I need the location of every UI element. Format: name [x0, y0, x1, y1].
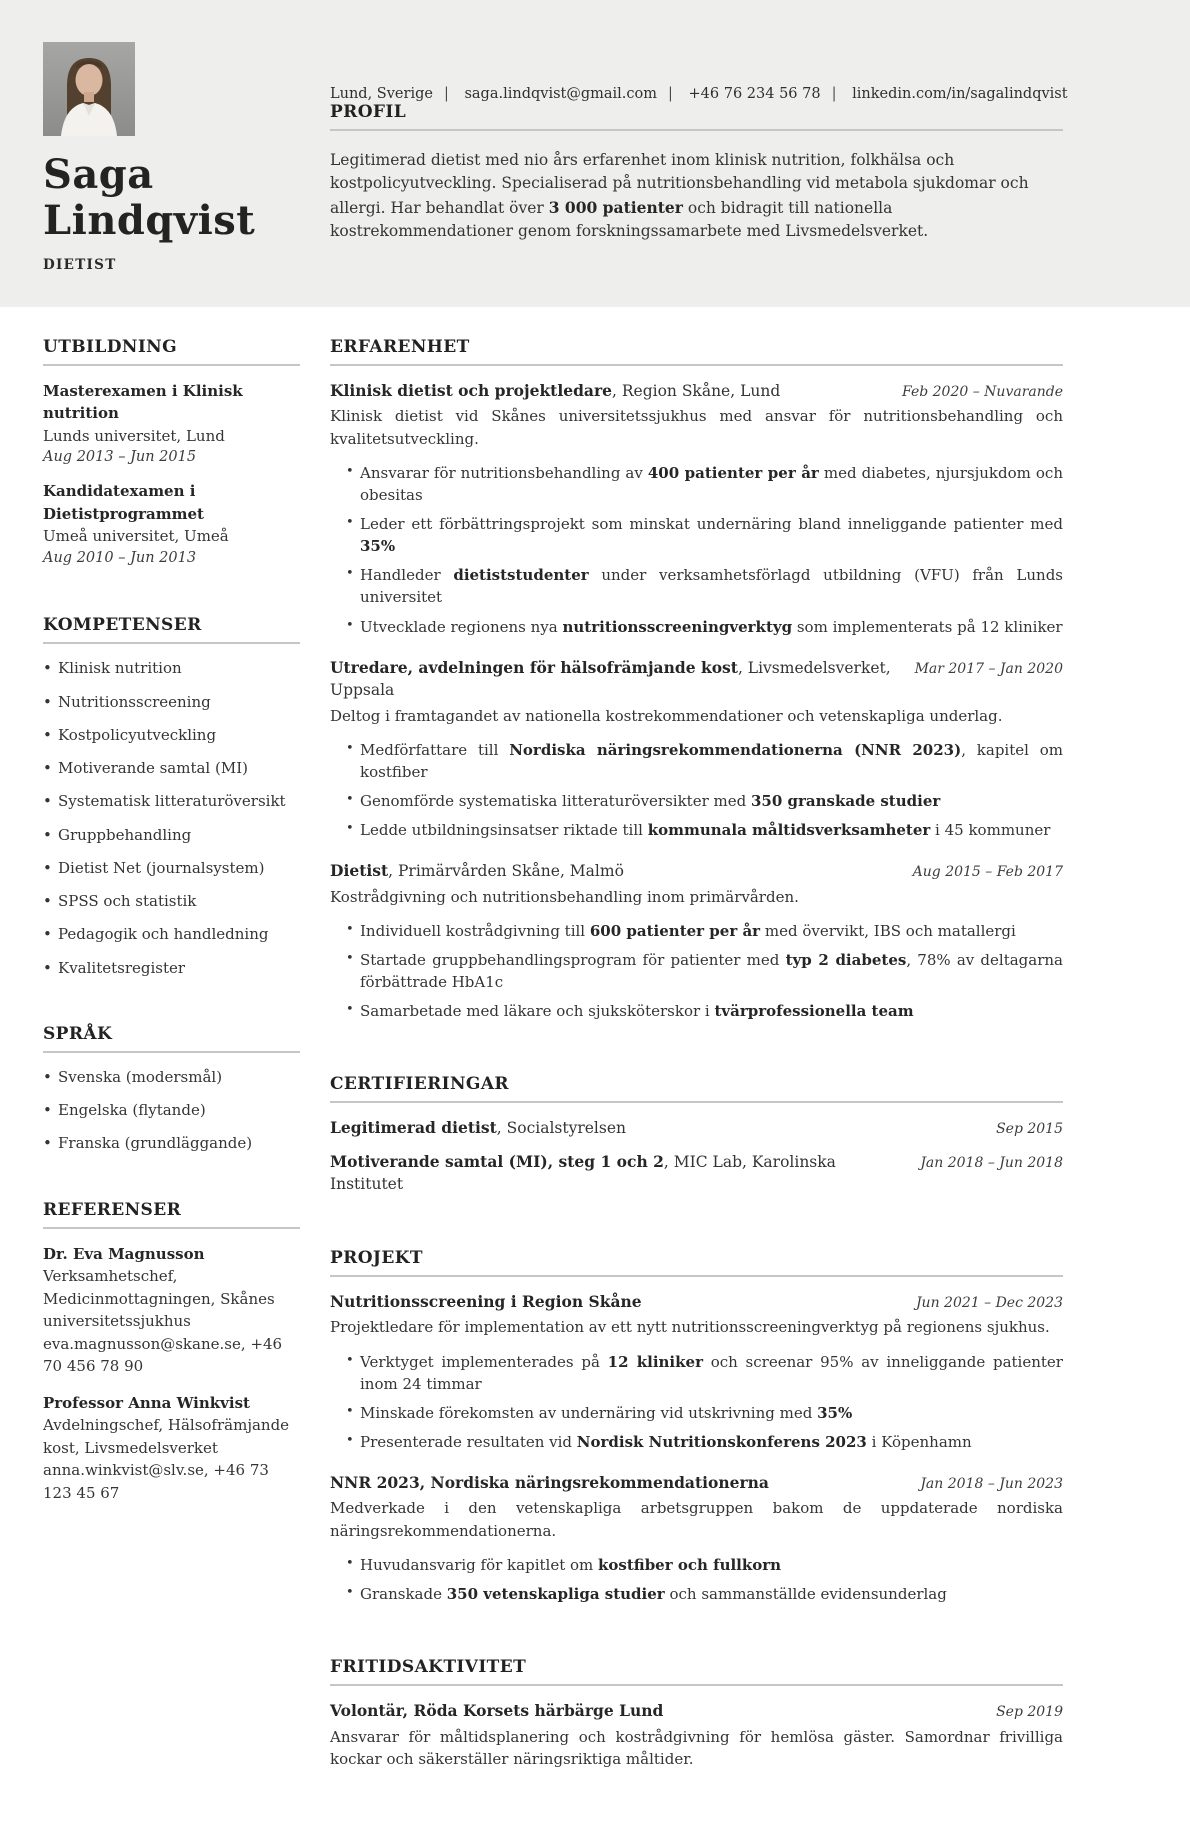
degree-title: Masterexamen i Klinisk nutrition [43, 381, 243, 423]
entry-description: Ansvarar för måltidsplanering och kostrådgivning för hemlösa gäster. Samordnar frivilliga kockar och säkerställer näringsriktiga måltider. [330, 1727, 1063, 1769]
entry-header [330, 1291, 1063, 1313]
achievement-item [330, 1402, 1063, 1424]
contact-item [464, 86, 683, 102]
date-range: Sep 2019 [996, 1704, 1063, 1721]
experience-list [330, 380, 1063, 1023]
reference-contact: eva.magnusson@skane.se, +46 70 456 78 90 [43, 1334, 283, 1376]
school-name: Lunds universitet, Lund [43, 426, 225, 445]
date-range: Jan 2018 – Jun 2023 [920, 1475, 1063, 1492]
achievement-text: Leder ett förbättringsprojekt som minskat undernäring bland inneliggande patienter med 35% [360, 515, 1063, 556]
list-item-text: Pedagogik och handledning [58, 925, 269, 944]
list-item [43, 924, 300, 944]
section-heading-sprak: SPRÅK [43, 1024, 300, 1053]
date-range: Sep 2015 [996, 1121, 1063, 1138]
entry-description: Deltog i framtagandet av nationella kostrekommendationer och vetenskapliga underlag. [330, 706, 1003, 725]
reference-role: Verksamhetschef, Medicinmottagningen, Skånes universitetssjukhus [43, 1267, 275, 1331]
date-range: Aug 2013 – Jun 2015 [43, 449, 197, 466]
education-entry [43, 480, 300, 569]
section-heading-profil: PROFIL [330, 102, 1063, 131]
contact-item-text: +46 76 234 56 78 [688, 86, 821, 102]
contact-item [852, 86, 1067, 102]
achievement-item [330, 1351, 1063, 1395]
contact-item [330, 86, 460, 102]
portrait-illustration [43, 42, 135, 136]
list-item [43, 958, 300, 978]
experience-entry [330, 1291, 1063, 1453]
contact-item-text: Lund, Sverige [330, 86, 433, 102]
contact-item-text: linkedin.com/in/sagalindqvist [852, 86, 1068, 102]
achievement-text: Ansvarar för nutritionsbehandling av 400 patienter per år med diabetes, njursjukdom och obesitas [360, 464, 1063, 505]
list-item [43, 891, 300, 911]
section-heading-kompetenser: KOMPETENSER [43, 615, 300, 644]
list-item [43, 858, 300, 878]
section-heading-utbildning: UTBILDNING [43, 337, 300, 366]
entry-title: Volontär, Röda Korsets härbärge Lund [330, 1701, 664, 1721]
profile-block [330, 42, 1068, 273]
list-item-text: Kostpolicyutveckling [58, 725, 217, 744]
list-item [43, 692, 300, 712]
achievement-item [330, 1000, 1063, 1022]
achievement-text: Presenterade resultaten vid Nordisk Nutritionskonferens 2023 i Köpenhamn [360, 1432, 972, 1451]
section-kompetenser [43, 615, 300, 978]
section-sprak [43, 1024, 300, 1154]
resume-body [0, 307, 1190, 1823]
list-item-text: Motiverande samtal (MI) [58, 759, 248, 778]
achievement-text: Verktyget implementerades på 12 kliniker och screenar 95% av inneliggande patienter inom 24 timmar [360, 1352, 1063, 1393]
date-range: Jun 2021 – Dec 2023 [915, 1294, 1063, 1311]
section-utbildning [43, 337, 300, 570]
identity-block [43, 42, 294, 273]
list-item [43, 791, 300, 811]
list-item-text: Engelska (flytande) [58, 1101, 206, 1120]
section-heading-certifieringar: CERTIFIERINGAR [330, 1074, 1063, 1103]
entry-title: Motiverande samtal (MI), steg 1 och 2, MIC Lab, Karolinska Institutet [330, 1151, 836, 1194]
achievement-item [330, 1554, 1063, 1576]
achievement-item [330, 513, 1063, 557]
school-name: Umeå universitet, Umeå [43, 527, 229, 546]
entry-description: Projektledare för implementation av ett nytt nutritionsscreeningverktyg på regionens sjukhus. [330, 1318, 1050, 1337]
section-certifieringar [330, 1074, 1063, 1195]
section-referenser [43, 1200, 300, 1505]
references-list [43, 1243, 300, 1505]
profile-summary: Legitimerad dietist med nio års erfarenhet inom klinisk nutrition, folkhälsa och kostpolicyutveckling. Specialiserad på nutritionsbehandling vid metabola sjukdomar och allergi. Har behandlat över 3 000 patienter och bidragit till nationella kostrekommendationer genom forskningssamarbete med Livsmedelsverket. [330, 151, 1029, 240]
entry-description: Klinisk dietist vid Skånes universitetssjukhus med ansvar för nutritionsbehandling och kvalitetsutveckling. [330, 407, 1063, 448]
section-heading-erfarenhet: ERFARENHET [330, 337, 1063, 366]
achievement-text: Medförfattare till Nordiska näringsrekommendationerna (NNR 2023), kapitel om kostfiber [360, 741, 1064, 782]
projects-list [330, 1291, 1063, 1606]
achievement-item [330, 790, 1063, 812]
reference-entry [43, 1243, 300, 1378]
reference-contact: anna.winkvist@slv.se, +46 73 123 45 67 [43, 1461, 269, 1502]
entry-title: Dietist, Primärvården Skåne, Malmö [330, 861, 624, 881]
entry-header [330, 1700, 1063, 1722]
entry-title: NNR 2023, Nordiska näringsrekommendationerna [330, 1472, 769, 1492]
achievement-list [330, 739, 1063, 841]
achievement-item [330, 1583, 1063, 1605]
list-item-text: Gruppbehandling [58, 825, 192, 844]
experience-entry [330, 380, 1063, 638]
main-column [330, 337, 1063, 1823]
entry-header [330, 860, 1063, 882]
date-range: Jan 2018 – Jun 2018 [920, 1154, 1063, 1171]
entry-title: Klinisk dietist och projektledare, Region Skåne, Lund [330, 380, 781, 400]
certification-entry [330, 1151, 1063, 1196]
list-item-text: Klinisk nutrition [58, 659, 182, 678]
entry-header [330, 657, 1063, 702]
list-item [43, 1133, 300, 1153]
languages-list [43, 1067, 300, 1154]
entry-header [330, 1472, 1063, 1494]
achievement-item [330, 462, 1063, 506]
job-title: DIETIST [43, 256, 117, 273]
sidebar [43, 337, 300, 1823]
achievement-item [330, 739, 1063, 783]
entry-title: Legitimerad dietist, Socialstyrelsen [330, 1118, 626, 1138]
list-item-text: Svenska (modersmål) [58, 1067, 223, 1086]
degree-title: Kandidatexamen i Dietistprogrammet [43, 482, 204, 523]
achievement-text: Granskade 350 vetenskapliga studier och sammanställde evidensunderlag [360, 1585, 947, 1604]
achievement-list [330, 1351, 1063, 1453]
reference-name: Dr. Eva Magnusson [43, 1244, 205, 1263]
list-item [43, 1067, 300, 1087]
achievement-text: Startade gruppbehandlingsprogram för patienter med typ 2 diabetes, 78% av deltagarna förbättrade HbA1c [360, 951, 1063, 992]
achievement-text: Utvecklade regionens nya nutritionsscreeningverktyg som implementerats på 12 kliniker [360, 617, 1063, 636]
date-range: Mar 2017 – Jan 2020 [914, 660, 1063, 677]
achievement-text: Genomförde systematiska litteraturöversikter med 350 granskade studier [360, 792, 941, 811]
list-item [43, 1100, 300, 1120]
entry-description: Kostrådgivning och nutritionsbehandling inom primärvården. [330, 887, 799, 906]
achievement-text: Ledde utbildningsinsatser riktade till kommunala måltidsverksamheter i 45 kommuner [360, 821, 1051, 840]
achievement-item [330, 819, 1063, 841]
education-entry [43, 380, 300, 469]
achievement-item [330, 920, 1063, 942]
date-range: Feb 2020 – Nuvarande [902, 383, 1063, 400]
experience-entry [330, 860, 1063, 1022]
profile-photo [43, 42, 135, 136]
reference-role: Avdelningschef, Hälsofrämjande kost, Livsmedelsverket [43, 1416, 290, 1457]
list-item-text: SPSS och statistik [58, 892, 197, 911]
entry-title: Nutritionsscreening i Region Skåne [330, 1291, 642, 1311]
experience-entry [330, 657, 1063, 842]
activities-list [330, 1700, 1063, 1770]
achievement-list [330, 1554, 1063, 1605]
contact-separator: | [831, 86, 837, 102]
section-heading-projekt: PROJEKT [330, 1248, 1063, 1277]
list-item-text: Nutritionsscreening [58, 692, 211, 711]
achievement-list [330, 462, 1063, 637]
achievement-list [330, 920, 1063, 1022]
date-range: Aug 2010 – Jun 2013 [43, 549, 197, 566]
section-heading-fritidsaktivitet: FRITIDSAKTIVITET [330, 1657, 1063, 1686]
achievement-item [330, 564, 1063, 608]
achievement-item [330, 949, 1063, 993]
certification-entry [330, 1117, 1063, 1139]
education-list [43, 380, 300, 570]
list-item-text: Systematisk litteraturöversikt [58, 792, 286, 811]
list-item [43, 725, 300, 745]
section-erfarenhet [330, 337, 1063, 1023]
date-range: Aug 2015 – Feb 2017 [912, 864, 1063, 881]
achievement-text: Handleder dietiststudenter under verksamhetsförlagd utbildning (VFU) från Lunds universitet [360, 566, 1063, 607]
certifications-list [330, 1117, 1063, 1195]
achievement-text: Minskade förekomsten av undernäring vid utskrivning med 35% [360, 1403, 853, 1422]
list-item [43, 658, 300, 678]
contact-item [689, 86, 848, 102]
achievement-item [330, 616, 1063, 638]
list-item-text: Franska (grundläggande) [58, 1134, 253, 1153]
achievement-text: Samarbetade med läkare och sjuksköterskor i tvärprofessionella team [360, 1002, 914, 1021]
list-item [43, 758, 300, 778]
section-heading-referenser: REFERENSER [43, 1200, 300, 1229]
list-item-text: Dietist Net (journalsystem) [58, 858, 265, 877]
contact-separator: | [668, 86, 673, 102]
name: Saga Lindqvist [43, 151, 256, 245]
achievement-text: Huvudansvarig för kapitlet om kostfiber och fullkorn [360, 1556, 782, 1575]
section-projekt [330, 1248, 1063, 1606]
section-fritidsaktivitet [330, 1657, 1063, 1770]
achievement-text: Individuell kostrådgivning till 600 patienter per år med övervikt, IBS och matallergi [360, 922, 1016, 941]
entry-title: Utredare, avdelningen för hälsofrämjande kost, Livsmedelsverket, Uppsala [330, 657, 891, 700]
contact-line [330, 86, 1068, 102]
entry-header [330, 380, 1063, 402]
contact-separator: | [443, 86, 449, 102]
resume-header [0, 0, 1190, 307]
reference-entry [43, 1392, 300, 1505]
achievement-item [330, 1431, 1063, 1453]
list-item-text: Kvalitetsregister [58, 958, 186, 977]
entry-description: Medverkade i den vetenskapliga arbetsgruppen bakom de uppdaterade nordiska näringsrekommendationerna. [330, 1499, 1063, 1540]
reference-name: Professor Anna Winkvist [43, 1393, 250, 1412]
contact-item-text: saga.lindqvist@gmail.com [464, 86, 658, 102]
experience-entry [330, 1700, 1063, 1770]
list-item [43, 825, 300, 845]
experience-entry [330, 1472, 1063, 1606]
skills-list [43, 658, 300, 978]
